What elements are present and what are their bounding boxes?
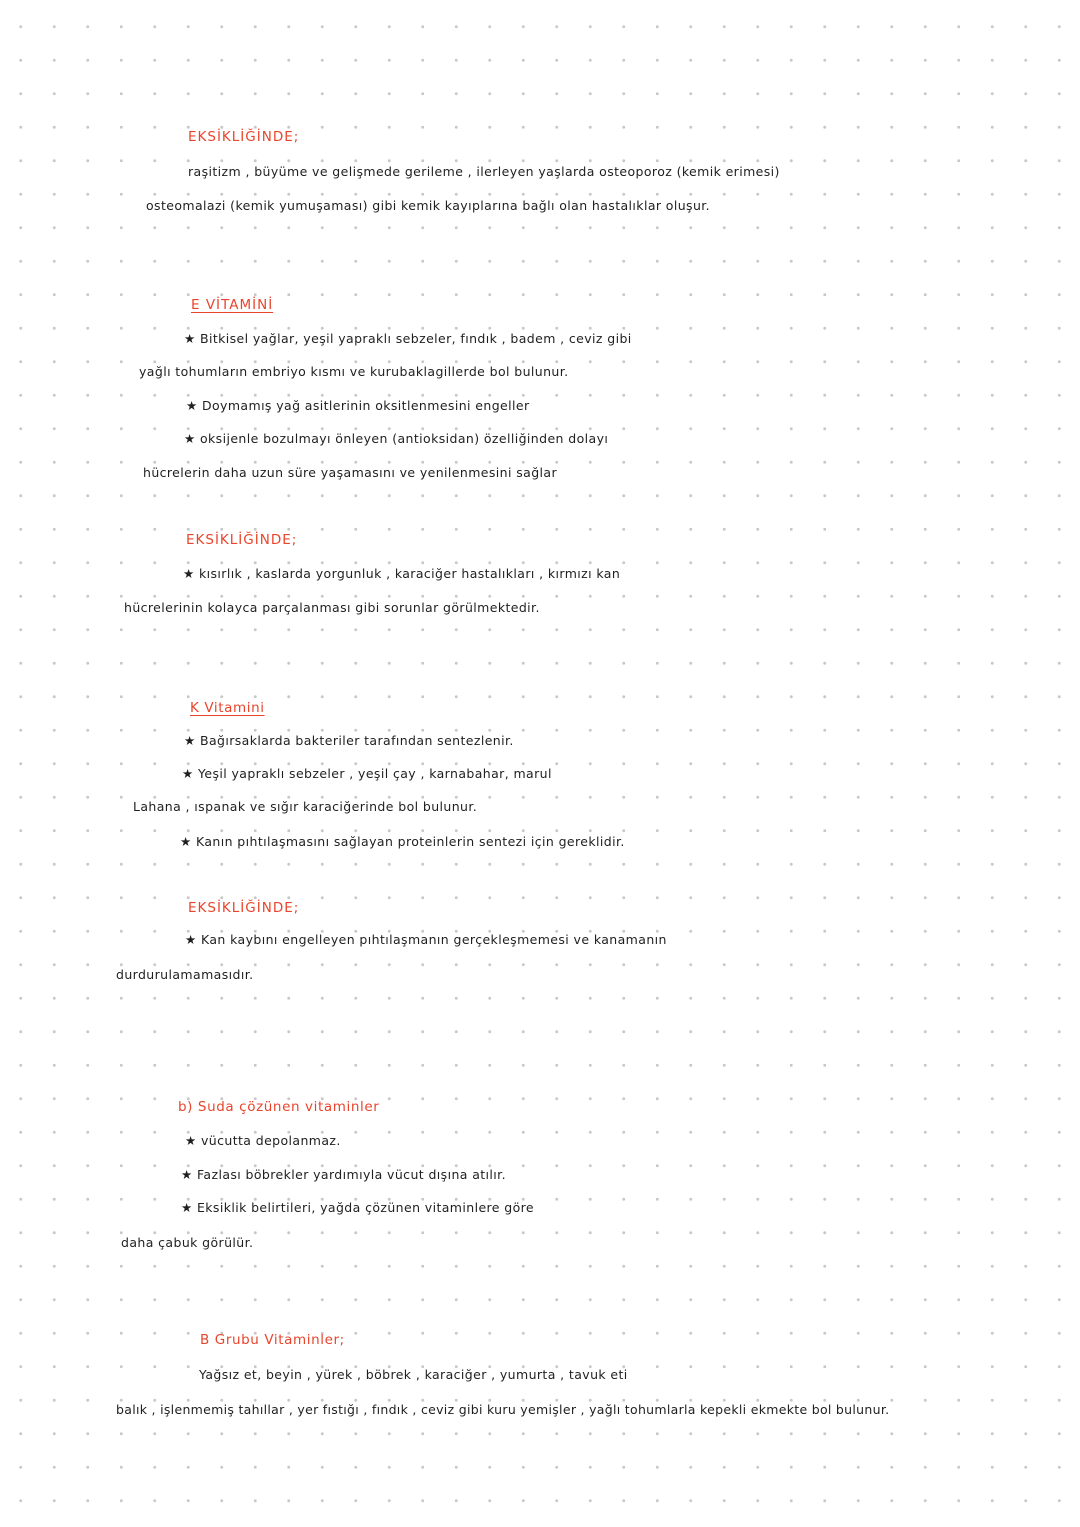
e-eksiklik-line-1: ★ kısırlık , kaslarda yorgunluk , karaciğer hastalıkları , kırmızı kan [183,566,621,581]
suda-cozunen-line-1: ★ vücutta depolanmaz. [185,1133,341,1148]
e-vitamini-line-5: hücrelerin daha uzun süre yaşamasını ve yenilenmesini sağlar [143,465,558,480]
b-grubu-heading: B Grubu Vitaminler; [200,1332,345,1348]
k-eksiklik-line-2: durdurulamamasıdır. [116,967,254,982]
k-vitamini-line-1: ★ Bağırsaklarda bakteriler tarafından sentezlenir. [184,733,514,748]
suda-cozunen-line-4: daha çabuk görülür. [121,1235,254,1250]
k-eksiklik-heading: EKSİKLİĞİNDE; [188,900,300,916]
e-eksiklik-line-2: hücrelerinin kolayca parçalanması gibi sorunlar görülmektedir. [124,600,540,615]
k-eksiklik-line-1: ★ Kan kaybını engelleyen pıhtılaşmanın gerçekleşmemesi ve kanamanın [185,932,667,947]
d-eksiklik-line-1: raşitizm , büyüme ve gelişmede gerileme , ilerleyen yaşlarda osteoporoz (kemik erimesi) [188,164,780,179]
e-vitamini-line-2: yağlı tohumların embriyo kısmı ve kurubaklagillerde bol bulunur. [139,364,569,379]
e-vitamini-line-3: ★ Doymamış yağ asitlerinin oksitlenmesini engeller [186,398,530,413]
e-vitamini-line-1: ★ Bitkisel yağlar, yeşil yapraklı sebzeler, fındık , badem , ceviz gibi [184,331,632,346]
b-grubu-line-2: balık , işlenmemiş tahıllar , yer fıstığı , fındık , ceviz gibi kuru yemişler , yağlı tohumlarla kepekli ekmekte bol bulunur. [116,1402,890,1417]
k-vitamini-heading: K Vitamini [190,700,265,716]
e-vitamini-heading: E VİTAMİNİ [191,297,274,313]
d-eksiklik-line-2: osteomalazi (kemik yumuşaması) gibi kemik kayıplarına bağlı olan hastalıklar oluşur. [146,198,711,213]
e-vitamini-line-4: ★ oksijenle bozulmayı önleyen (antioksidan) özelliğinden dolayı [184,431,609,446]
b-grubu-line-1: Yağsız et, beyin , yürek , böbrek , karaciğer , yumurta , tavuk eti [199,1367,628,1382]
suda-cozunen-line-3: ★ Eksiklik belirtileri, yağda çözünen vitaminlere göre [181,1200,535,1215]
k-vitamini-line-2: ★ Yeşil yapraklı sebzeler , yeşil çay , karnabahar, marul [182,766,552,781]
e-eksiklik-heading: EKSİKLİĞİNDE; [186,532,298,548]
k-vitamini-line-3: Lahana , ıspanak ve sığır karaciğerinde bol bulunur. [133,799,478,814]
d-eksiklik-heading: EKSİKLİĞİNDE; [188,129,300,145]
suda-cozunen-line-2: ★ Fazlası böbrekler yardımıyla vücut dışına atılır. [181,1167,506,1182]
k-vitamini-line-4: ★ Kanın pıhtılaşmasını sağlayan proteinlerin sentezi için gereklidir. [180,834,625,849]
suda-cozunen-heading: b) Suda çözünen vitaminler [178,1099,380,1115]
